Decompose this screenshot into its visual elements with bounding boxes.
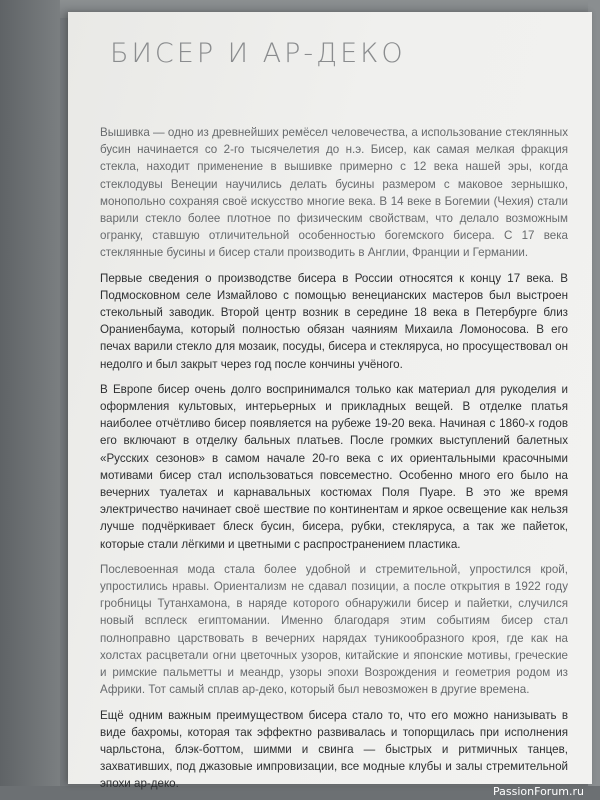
exhibition-info-panel (68, 12, 592, 791)
watermark-text: PassionForum.ru (493, 785, 584, 798)
paragraph-fringe-and-dance: Ещё одним важным преимуществом бисера стало то, что его можно нанизывать в виде бахромы, которая так эффектно развивалась и топорщилась при исполнения чарльстона, блэк-боттом, шимми и свинга — быстрых и ритмичных танцев, захвативших, под джазовые импровизации, все модные клубы и залы стремительной эпохи ар-деко. (100, 708, 568, 791)
panel-body-text (100, 124, 568, 793)
panel-title: БИСЕР И АР-ДЕКО (110, 38, 406, 69)
paragraph-beads-in-russia: Первые сведения о производстве бисера в России относятся к концу 17 века. В Подмосковном селе Измайлово с помощью венецианских мастеров был выстроен стекольный заводик. Второй центр возник в середине 18 века в Петербурге близ Ораниенбаума, который полностью обязан чаяниям Михаила Ломоносова. В его печах варили стекло для мозаик, посуды, бисера и стекляруса, но просуществовал он недолго и был закрыт через год после кончины учёного. (100, 271, 568, 371)
paragraph-history-of-beads: Вышивка — одно из древнейших ремёсел человечества, а использование стеклянных бусин начинается со 2-го тысячелетия до н.э. Бисер, как самая мелкая фракция стекла, находит применение в вышивке примерно с 12 века нашей эры, когда стеклодувы Венеции научились делать бусины размером с маковое зернышко, монопольно сохраняя своё искусство многие века. В 14 веке в Богемии (Чехия) стали варили стекло более плотное по физическим свойствам, что делало возможным огранку, ставшую отличительной особенностью богемского бисера. С 17 века стеклянные бусины и бисер стали производить в Англии, Франции и Германии. (100, 126, 568, 260)
wall-left (0, 0, 60, 800)
paragraph-postwar-fashion: Послевоенная мода стала более удобной и стремительной, упростился крой, упростились нравы. Ориентализм не сдавал позиции, а после открытия в 1922 году гробницы Тутанхамона, в наряде которого обнаружили бисер и пайетки, случился новый всплеск египтомании. Именно благодаря этим событиям бисер стал полноправно царствовать в вечерних нарядах туникообразного кроя, где как на холстах расцветали огни цветочных узоров, китайские и японские мотивы, греческие и римские пальметты и меандр, узоры эпохи Возрождения и геометрия родом из Африки. Тот самый сплав ар-деко, который был невозможен в другие времена. (100, 562, 568, 697)
paragraph-beads-in-europe: В Европе бисер очень долго воспринимался только как материал для рукоделия и оформления культовых, интерьерных и прикладных вещей. В отделке платья наиболее отчётливо бисер появляется на рубеже 19-20 века. Начиная с 1860-х годов его включают в отделку бальных платьев. После громких выступлений балетных «Русских сезонов» в самом начале 20-го века с их ориентальными красочными мотивами бисер стал использоваться повсеместно. Особенно много его было на вечерних туалетах и карнавальных костюмах Поля Пуаре. В это же время электричество начинает своё шествие по континентам и яркое освещение как нельзя лучше подчёркивает блеск бусин, бисера, рубки, стекляруса, а так же пайеток, которые стали лёгкими и цветными с распространением пластика. (100, 382, 568, 551)
